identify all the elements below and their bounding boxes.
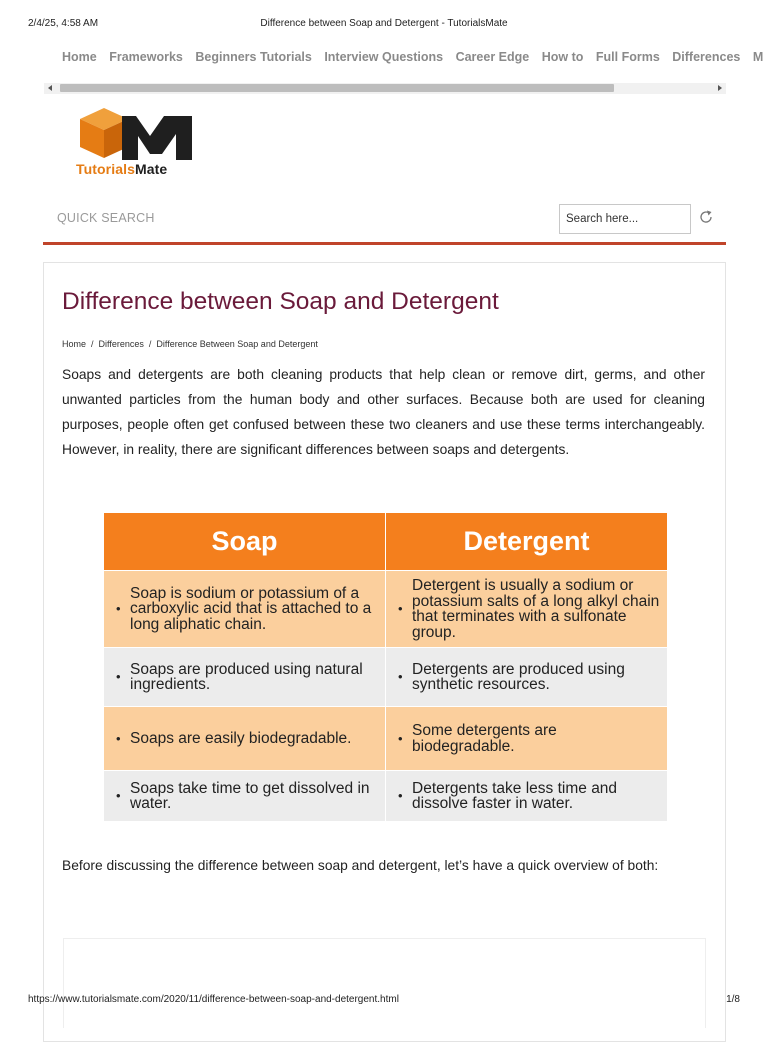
nav-horizontal-scrollbar[interactable]	[44, 83, 726, 94]
header-divider	[43, 242, 726, 245]
detergent-cell: • Some detergents are biodegradable.	[386, 706, 668, 770]
comparison-table	[104, 513, 668, 821]
print-header	[28, 18, 740, 32]
nav-item-differences[interactable]: Differences	[672, 50, 741, 64]
quick-search-label: QUICK SEARCH	[57, 211, 155, 225]
print-title: Difference between Soap and Detergent - TutorialsMate	[260, 18, 508, 29]
nav-item-beginners-tutorials[interactable]: Beginners Tutorials	[195, 50, 312, 64]
site-logo[interactable]	[76, 108, 196, 180]
search-input[interactable]	[559, 204, 691, 234]
detergent-cell: • Detergents are produced using synthetic resources.	[386, 647, 668, 706]
print-page-number: 1/8	[726, 994, 740, 1005]
print-datetime: 2/4/25, 4:58 AM	[28, 18, 99, 29]
nav-item-full-forms[interactable]: Full Forms	[595, 50, 660, 64]
detergent-cell: • Detergent is usually a sodium or potassium salts of a long alkyl chain that terminates with a sulfonate group.	[386, 570, 668, 647]
logo-cube-icon	[76, 108, 196, 164]
print-url: https://www.tutorialsmate.com/2020/11/difference-between-soap-and-detergent.html	[28, 994, 399, 1005]
logo-text-tutorials: Tutorials	[76, 161, 135, 177]
overview-intro-paragraph: Before discussing the difference between soap and detergent, let’s have a quick overview of both:	[62, 858, 659, 873]
soap-cell: • Soaps are easily biodegradable.	[104, 706, 386, 770]
page-title: Difference between Soap and Detergent	[62, 288, 499, 315]
breadcrumb-home[interactable]: Home	[62, 339, 87, 349]
header-detergent: Detergent	[386, 513, 668, 570]
detergent-cell: • Detergents take less time and dissolve faster in water.	[386, 770, 668, 821]
logo-text-mate: Mate	[134, 161, 168, 177]
breadcrumb-differences[interactable]: Differences	[98, 339, 144, 349]
scroll-right-arrow-icon[interactable]	[718, 85, 722, 91]
breadcrumb: Home / Differences / Difference Between Soap and Detergent	[62, 339, 318, 349]
nav-item-frameworks[interactable]: Frameworks	[109, 50, 183, 64]
scroll-left-arrow-icon[interactable]	[48, 85, 52, 91]
nav-item-interview-questions[interactable]: Interview Questions	[324, 50, 444, 64]
breadcrumb-current: Difference Between Soap and Detergent	[156, 339, 318, 349]
overview-box	[63, 938, 706, 1028]
soap-cell: • Soap is sodium or potassium of a carboxylic acid that is attached to a long aliphatic chain.	[104, 570, 386, 647]
nav-item-career-edge[interactable]: Career Edge	[455, 50, 530, 64]
top-navigation	[62, 50, 764, 68]
intro-paragraph: Soaps and detergents are both cleaning products that help clean or remove dirt, germs, and other unwanted particles from the human body and other surfaces. Because both are used for cleaning purposes, people often get confused between these two cleaners and use these terms interchangeably. However, in reality, there are significant differences between soaps and detergents.	[62, 367, 705, 457]
nav-item-home[interactable]: Home	[62, 50, 97, 64]
nav-item-how-to[interactable]: How to	[541, 50, 584, 64]
logo-wordmark	[76, 161, 167, 177]
soap-cell: • Soaps take time to get dissolved in water.	[104, 770, 386, 821]
print-footer	[28, 994, 740, 1008]
scrollbar-thumb[interactable]	[60, 84, 614, 92]
soap-cell: • Soaps are produced using natural ingredients.	[104, 647, 386, 706]
header-soap: Soap	[104, 513, 386, 570]
reload-icon[interactable]	[698, 209, 714, 225]
nav-item-more[interactable]: M	[752, 50, 764, 64]
